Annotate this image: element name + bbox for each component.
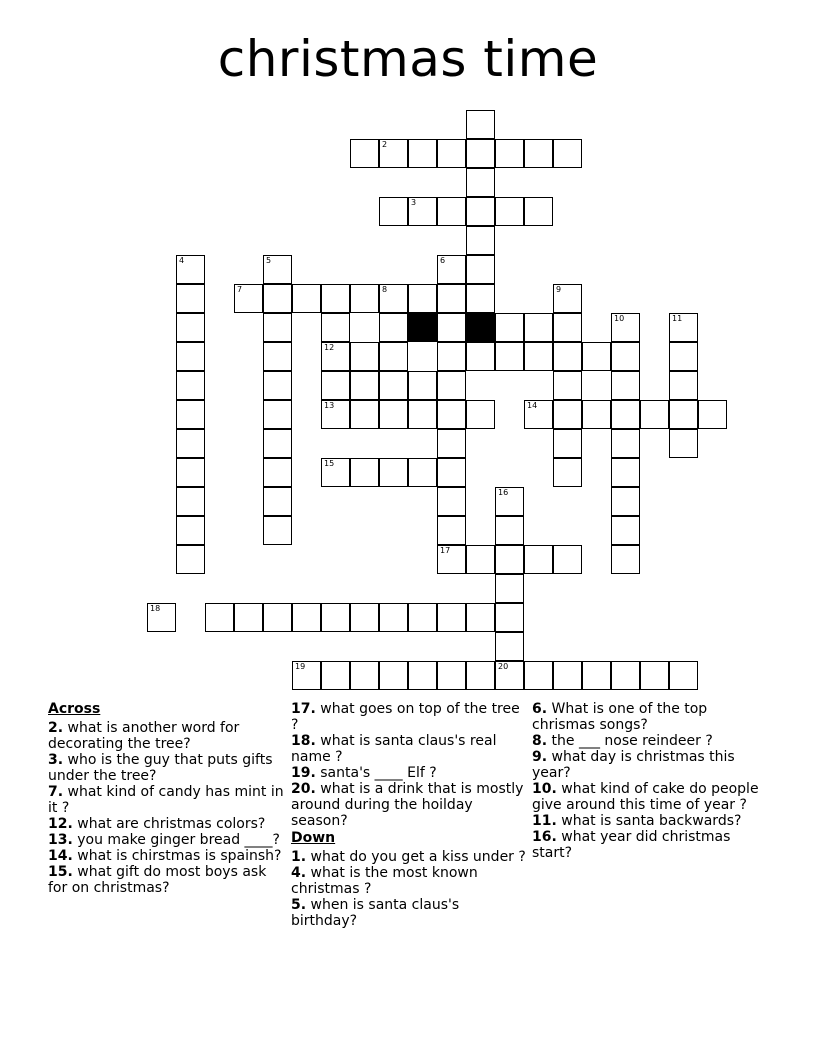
grid-cell[interactable] xyxy=(466,197,495,226)
clue-14 xyxy=(48,848,284,864)
grid-cell[interactable] xyxy=(611,342,640,371)
grid-cell[interactable] xyxy=(176,458,205,487)
clue-19 xyxy=(291,765,527,781)
clue-number: 2. xyxy=(48,720,64,736)
clues-column-2 xyxy=(291,701,527,929)
clue-text: what is another word for decorating the tree? xyxy=(48,720,240,752)
grid-cell[interactable] xyxy=(495,313,524,342)
clue-2 xyxy=(48,720,284,752)
cell-number: 13 xyxy=(324,401,335,410)
grid-cell[interactable] xyxy=(379,313,408,342)
grid-cell[interactable] xyxy=(553,458,582,487)
grid-cell[interactable] xyxy=(408,400,437,429)
grid-cell[interactable] xyxy=(437,284,466,313)
grid-cell[interactable] xyxy=(176,429,205,458)
grid-cell[interactable] xyxy=(669,429,698,458)
grid-cell[interactable] xyxy=(640,661,669,690)
grid-cell[interactable] xyxy=(669,342,698,371)
clue-text: what is santa backwards? xyxy=(556,813,742,829)
clue-number: 9. xyxy=(532,749,548,765)
clue-number: 19. xyxy=(291,765,316,781)
clue-number: 11. xyxy=(532,813,557,829)
cell-number: 17 xyxy=(440,546,451,555)
cell-number: 5 xyxy=(266,256,272,265)
cell-number: 7 xyxy=(237,285,243,294)
grid-cell[interactable] xyxy=(553,284,582,313)
clue-16 xyxy=(532,829,768,861)
clue-number: 20. xyxy=(291,781,316,797)
grid-cell[interactable] xyxy=(495,197,524,226)
grid-cell[interactable] xyxy=(553,429,582,458)
grid-cell[interactable] xyxy=(524,313,553,342)
grid-cell[interactable] xyxy=(495,661,524,690)
grid-block xyxy=(466,313,495,342)
clue-number: 16. xyxy=(532,829,557,845)
grid-cell[interactable] xyxy=(669,400,698,429)
grid-cell[interactable] xyxy=(176,371,205,400)
clue-text: what is santa claus's real name ? xyxy=(291,733,497,765)
grid-cell[interactable] xyxy=(379,371,408,400)
grid-cell[interactable] xyxy=(321,313,350,342)
grid-cell[interactable] xyxy=(582,400,611,429)
grid-cell[interactable] xyxy=(495,545,524,574)
grid-cell[interactable] xyxy=(437,313,466,342)
grid-cell[interactable] xyxy=(437,255,466,284)
cell-number: 4 xyxy=(179,256,185,265)
grid-cell[interactable] xyxy=(611,371,640,400)
cell-number: 15 xyxy=(324,459,335,468)
grid-cell[interactable] xyxy=(321,400,350,429)
clue-10 xyxy=(532,781,768,813)
clue-1 xyxy=(291,849,527,865)
grid-cell[interactable] xyxy=(524,342,553,371)
cell-number: 20 xyxy=(498,662,509,671)
grid-cell[interactable] xyxy=(321,458,350,487)
grid-cell[interactable] xyxy=(466,603,495,632)
grid-cell[interactable] xyxy=(611,313,640,342)
grid-cell[interactable] xyxy=(321,342,350,371)
grid-cell[interactable] xyxy=(176,545,205,574)
clue-5 xyxy=(291,897,527,929)
grid-cell[interactable] xyxy=(524,197,553,226)
clue-7 xyxy=(48,784,284,816)
clue-text: what kind of cake do people give around this time of year ? xyxy=(532,781,759,813)
grid-cell[interactable] xyxy=(698,400,727,429)
clue-11 xyxy=(532,813,768,829)
grid-cell[interactable] xyxy=(263,342,292,371)
clue-text: what kind of candy has mint in it ? xyxy=(48,784,284,816)
cell-number: 2 xyxy=(382,140,388,149)
clue-number: 4. xyxy=(291,865,307,881)
cell-number: 14 xyxy=(527,401,538,410)
grid-cell[interactable] xyxy=(379,342,408,371)
clue-17 xyxy=(291,701,527,733)
grid-cell[interactable] xyxy=(350,603,379,632)
grid-cell[interactable] xyxy=(495,574,524,603)
grid-cell[interactable] xyxy=(350,400,379,429)
grid-cell[interactable] xyxy=(350,458,379,487)
grid-cell[interactable] xyxy=(437,139,466,168)
grid-cell[interactable] xyxy=(611,400,640,429)
clue-number: 18. xyxy=(291,733,316,749)
grid-cell[interactable] xyxy=(292,661,321,690)
grid-cell[interactable] xyxy=(640,400,669,429)
clue-text: What is one of the top chrismas songs? xyxy=(532,701,708,733)
cell-number: 6 xyxy=(440,256,446,265)
clue-number: 7. xyxy=(48,784,64,800)
grid-cell[interactable] xyxy=(263,487,292,516)
grid-cell[interactable] xyxy=(553,545,582,574)
clue-text: what year did christmas start? xyxy=(532,829,731,861)
grid-cell[interactable] xyxy=(350,139,379,168)
clue-number: 1. xyxy=(291,849,307,865)
grid-cell[interactable] xyxy=(611,545,640,574)
grid-cell[interactable] xyxy=(582,342,611,371)
clue-text: what is the most known christmas ? xyxy=(291,865,478,897)
grid-cell[interactable] xyxy=(176,313,205,342)
clue-number: 8. xyxy=(532,733,548,749)
clue-9 xyxy=(532,749,768,781)
grid-cell[interactable] xyxy=(292,603,321,632)
grid-cell[interactable] xyxy=(408,458,437,487)
grid-cell[interactable] xyxy=(292,284,321,313)
grid-cell[interactable] xyxy=(176,342,205,371)
clue-number: 14. xyxy=(48,848,73,864)
cell-number: 11 xyxy=(672,314,683,323)
puzzle-title: christmas time xyxy=(217,30,599,88)
clue-3 xyxy=(48,752,284,784)
clue-4 xyxy=(291,865,527,897)
clue-text: what are christmas colors? xyxy=(72,816,266,832)
grid-cell[interactable] xyxy=(466,168,495,197)
grid-cell[interactable] xyxy=(379,661,408,690)
grid-cell[interactable] xyxy=(669,661,698,690)
grid-cell[interactable] xyxy=(263,603,292,632)
grid-cell[interactable] xyxy=(437,516,466,545)
grid-cell[interactable] xyxy=(466,661,495,690)
grid-cell[interactable] xyxy=(437,197,466,226)
grid-cell[interactable] xyxy=(437,342,466,371)
clues-column-1 xyxy=(48,701,284,896)
cell-number: 9 xyxy=(556,285,562,294)
grid-cell[interactable] xyxy=(321,371,350,400)
grid-cell[interactable] xyxy=(379,139,408,168)
clue-number: 12. xyxy=(48,816,73,832)
grid-cell[interactable] xyxy=(263,284,292,313)
grid-cell[interactable] xyxy=(263,429,292,458)
grid-cell[interactable] xyxy=(408,284,437,313)
clue-number: 10. xyxy=(532,781,557,797)
grid-cell[interactable] xyxy=(553,661,582,690)
grid-cell[interactable] xyxy=(553,371,582,400)
grid-cell[interactable] xyxy=(147,603,176,632)
grid-cell[interactable] xyxy=(669,371,698,400)
clue-12 xyxy=(48,816,284,832)
clue-number: 5. xyxy=(291,897,307,913)
clue-text: when is santa claus's birthday? xyxy=(291,897,460,929)
grid-cell[interactable] xyxy=(379,603,408,632)
clue-number: 15. xyxy=(48,864,73,880)
grid-cell[interactable] xyxy=(263,458,292,487)
grid-cell[interactable] xyxy=(582,661,611,690)
grid-cell[interactable] xyxy=(437,400,466,429)
cell-number: 3 xyxy=(411,198,417,207)
clue-text: what do you get a kiss under ? xyxy=(306,849,526,865)
grid-cell[interactable] xyxy=(350,371,379,400)
grid-cell[interactable] xyxy=(611,661,640,690)
grid-cell[interactable] xyxy=(408,139,437,168)
grid-cell[interactable] xyxy=(408,603,437,632)
clue-15 xyxy=(48,864,284,896)
grid-cell[interactable] xyxy=(466,284,495,313)
grid-cell[interactable] xyxy=(611,487,640,516)
grid-cell[interactable] xyxy=(495,603,524,632)
across-heading: Across xyxy=(48,701,101,717)
grid-cell[interactable] xyxy=(263,371,292,400)
grid-cell[interactable] xyxy=(350,284,379,313)
grid-cell[interactable] xyxy=(408,197,437,226)
clue-text: what day is christmas this year? xyxy=(532,749,735,781)
grid-cell[interactable] xyxy=(524,400,553,429)
grid-cell[interactable] xyxy=(437,429,466,458)
grid-cell[interactable] xyxy=(234,603,263,632)
grid-cell[interactable] xyxy=(234,284,263,313)
grid-cell[interactable] xyxy=(350,342,379,371)
grid-cell[interactable] xyxy=(466,110,495,139)
down-clue-list-continued xyxy=(532,701,768,861)
clue-20 xyxy=(291,781,527,829)
grid-cell[interactable] xyxy=(379,458,408,487)
grid-cell[interactable] xyxy=(321,661,350,690)
grid-cell[interactable] xyxy=(176,284,205,313)
grid-cell[interactable] xyxy=(611,516,640,545)
grid-cell[interactable] xyxy=(669,313,698,342)
grid-cell[interactable] xyxy=(495,487,524,516)
grid-cell[interactable] xyxy=(466,342,495,371)
grid-cell[interactable] xyxy=(408,371,437,400)
grid-cell[interactable] xyxy=(466,226,495,255)
cell-number: 16 xyxy=(498,488,509,497)
clue-text: you make ginger bread ____? xyxy=(72,832,280,848)
clue-8 xyxy=(532,733,768,749)
grid-cell[interactable] xyxy=(408,661,437,690)
clue-number: 6. xyxy=(532,701,548,717)
grid-cell[interactable] xyxy=(524,139,553,168)
clue-number: 3. xyxy=(48,752,64,768)
grid-cell[interactable] xyxy=(176,255,205,284)
clue-text: who is the guy that puts gifts under the tree? xyxy=(48,752,273,784)
grid-cell[interactable] xyxy=(437,661,466,690)
grid-cell[interactable] xyxy=(466,545,495,574)
grid-cell[interactable] xyxy=(437,371,466,400)
clue-number: 13. xyxy=(48,832,73,848)
clue-18 xyxy=(291,733,527,765)
clue-text: the ___ nose reindeer ? xyxy=(547,733,713,749)
clue-text: what goes on top of the tree ? xyxy=(291,701,520,733)
grid-cell[interactable] xyxy=(379,284,408,313)
grid-cell[interactable] xyxy=(466,139,495,168)
clue-text: santa's ____ Elf ? xyxy=(315,765,437,781)
grid-cell[interactable] xyxy=(437,545,466,574)
grid-cell[interactable] xyxy=(553,342,582,371)
grid-cell[interactable] xyxy=(611,429,640,458)
across-clue-list-continued xyxy=(291,701,527,829)
grid-cell[interactable] xyxy=(263,313,292,342)
grid-cell[interactable] xyxy=(495,139,524,168)
grid-cell[interactable] xyxy=(263,255,292,284)
grid-cell[interactable] xyxy=(524,661,553,690)
grid-cell[interactable] xyxy=(553,313,582,342)
cell-number: 18 xyxy=(150,604,161,613)
grid-cell[interactable] xyxy=(495,632,524,661)
clues-column-3 xyxy=(532,701,768,861)
grid-cell[interactable] xyxy=(437,458,466,487)
clue-6 xyxy=(532,701,768,733)
grid-cell[interactable] xyxy=(205,603,234,632)
grid-cell[interactable] xyxy=(437,487,466,516)
grid-cell[interactable] xyxy=(495,516,524,545)
clue-text: what gift do most boys ask for on christmas? xyxy=(48,864,267,896)
grid-cell[interactable] xyxy=(553,139,582,168)
grid-cell[interactable] xyxy=(466,400,495,429)
grid-cell[interactable] xyxy=(379,400,408,429)
grid-cell[interactable] xyxy=(495,342,524,371)
clue-13 xyxy=(48,832,284,848)
clue-text: what is a drink that is mostly around during the hoilday season? xyxy=(291,781,524,829)
down-heading: Down xyxy=(291,830,336,846)
grid-cell[interactable] xyxy=(553,400,582,429)
cell-number: 8 xyxy=(382,285,388,294)
grid-cell[interactable] xyxy=(263,516,292,545)
grid-cell[interactable] xyxy=(379,197,408,226)
grid-cell[interactable] xyxy=(263,400,292,429)
cell-number: 19 xyxy=(295,662,306,671)
clue-text: what is chirstmas is spainsh? xyxy=(72,848,282,864)
cell-number: 10 xyxy=(614,314,625,323)
grid-block xyxy=(408,313,437,342)
grid-cell[interactable] xyxy=(524,545,553,574)
cell-number: 12 xyxy=(324,343,335,352)
grid-cell[interactable] xyxy=(321,284,350,313)
clue-number: 17. xyxy=(291,701,316,717)
grid-cell[interactable] xyxy=(321,603,350,632)
grid-cell[interactable] xyxy=(176,487,205,516)
grid-cell[interactable] xyxy=(437,603,466,632)
grid-cell[interactable] xyxy=(466,255,495,284)
across-clue-list xyxy=(48,720,284,896)
grid-cell[interactable] xyxy=(176,400,205,429)
grid-cell[interactable] xyxy=(176,516,205,545)
grid-cell[interactable] xyxy=(350,661,379,690)
down-clue-list xyxy=(291,849,527,929)
grid-cell[interactable] xyxy=(611,458,640,487)
